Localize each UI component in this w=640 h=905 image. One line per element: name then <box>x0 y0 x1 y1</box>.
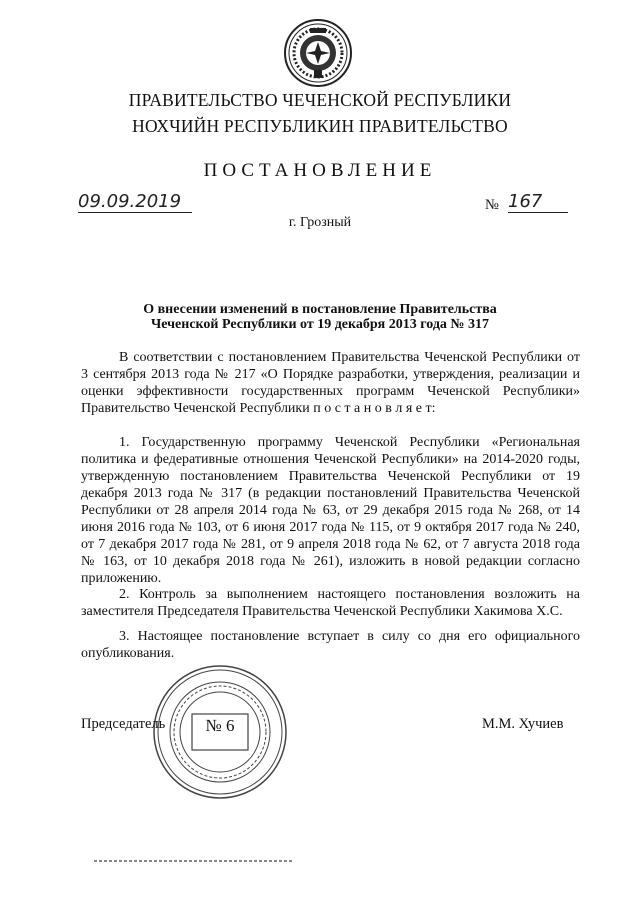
document-date: 09.09.2019 <box>78 192 192 213</box>
government-name-russian: ПРАВИТЕЛЬСТВО ЧЕЧЕНСКОЙ РЕСПУБЛИКИ <box>128 90 512 110</box>
signatory-role: Председатель <box>81 716 166 732</box>
document-subject <box>0 302 640 332</box>
clause-1-paragraph: 1. Государственную программу Чеченской Республики «Региональная политика и федеративные отношения Чеченской Республики» на 2014-2020 годы, утвержденную постановлением Правительства Чеченской Республики от 19 декабря 2013 года № 317 (в редакции постановлений Правительства Чеченской Республики от 28 апреля 2014 года № 63, от 29 декабря 2015 года № 268, от 14 июня 2016 года № 103, от 6 июня 2017 года № 115, от 9 октября 2017 года № 240, от 7 декабря 2017 года № 281, от 9 апреля 2018 года № 62, от 7 августа 2018 года № 163, от 10 декабря 2018 года № 261), изложить в новой редакции согласно приложению. <box>81 435 580 586</box>
subject-line-1: О внесении изменений в постановление Правительства <box>143 302 497 317</box>
preamble-paragraph: В соответствии с постановлением Правительства Чеченской Республики от 3 сентября 2013 года № 217 «О Порядке разработки, утверждения, реализации и оценки эффективности государственных программ Чеченской Республики» Правительство Чеченской Республики п о с т а н о в л я е т: <box>81 350 580 416</box>
clause-2-paragraph: 2. Контроль за выполнением настоящего постановления возложить на заместителя Председателя Правительства Чеченской Республики Хакимова Х.С. <box>81 587 580 619</box>
signatory-name: М.М. Хучиев <box>482 716 564 732</box>
footer-registration-line <box>94 860 294 862</box>
city-name: г. Грозный <box>288 215 352 230</box>
stamp-number: № 6 <box>205 716 235 735</box>
number-label: № <box>485 197 499 213</box>
document-type-title: ПОСТАНОВЛЕНИЕ <box>203 160 437 181</box>
government-name-chechen: НОХЧИЙН РЕСПУБЛИКИН ПРАВИТЕЛЬСТВО <box>132 116 508 136</box>
document-number: 167 <box>508 192 568 213</box>
coat-of-arms-emblem <box>283 18 353 88</box>
subject-line-2: Чеченской Республики от 19 декабря 2013 года № 317 <box>151 317 489 332</box>
clause-3-paragraph: 3. Настоящее постановление вступает в силу со дня его официального опубликования. <box>81 629 580 661</box>
